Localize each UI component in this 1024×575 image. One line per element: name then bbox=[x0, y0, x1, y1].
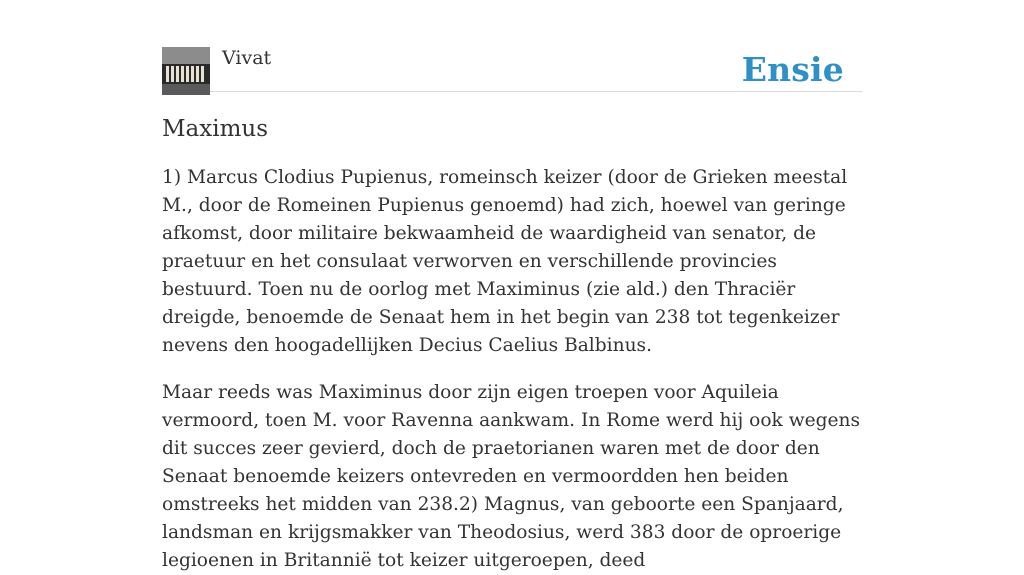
brand-logo[interactable]: Ensie bbox=[741, 50, 844, 89]
article-paragraph-1: 1) Marcus Clodius Pupienus, romeinsch keizer (door de Grieken meestal M., door de Romeinen Pupienus genoemd) had zich, hoewel van geringe afkomst, door militaire bekwaamheid de waardigheid van senator, de praetuur en het consulaat verworven en verschillende provincies bestuurd. Toen nu de oorlog met Maximinus (zie ald.) den Thraciër dreigde, benoemde de Senaat hem in het begin van 238 tot tegenkeizer nevens den hoogadellijken Decius Caelius Balbinus. bbox=[162, 167, 848, 356]
book-spines-icon bbox=[162, 47, 210, 95]
article-page bbox=[162, 0, 862, 575]
article-paragraph-2: Maar reeds was Maximinus door zijn eigen troepen voor Aquileia vermoord, toen M. voor Ravenna aankwam. In Rome werd hij ook wegens dit succes zeer gevierd, doch de praetorianen waren met de door den Senaat benoemde keizers ontevreden en vermoordden hen beiden omstreeks het midden van 238.2) Magnus, van geboorte een Spanjaard, landsman en krijgsmakker van Theodosius, werd 383 door de oproerige legioenen in Britannië tot keizer uitgeroepen, deed bbox=[162, 382, 861, 571]
source-avatar[interactable] bbox=[162, 47, 210, 95]
source-name[interactable]: Vivat bbox=[222, 47, 272, 69]
article-title: Maximus bbox=[162, 116, 269, 142]
site-header bbox=[162, 46, 862, 92]
